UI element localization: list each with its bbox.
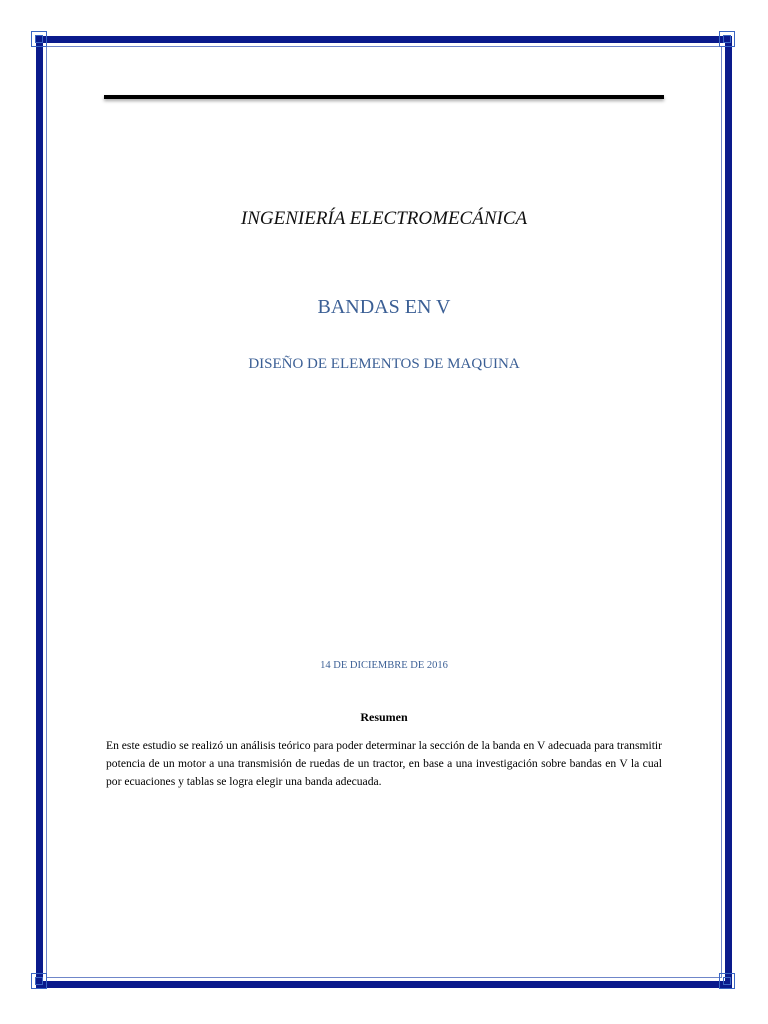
corner-ornament-bottom-left — [31, 973, 47, 989]
corner-ornament-top-right — [719, 31, 735, 47]
abstract-heading: Resumen — [360, 710, 408, 724]
page-border-inner — [46, 46, 722, 978]
header-rule — [104, 95, 664, 99]
document-date: 14 DE DICIEMBRE DE 2016 — [320, 660, 448, 671]
institution-name: INGENIERÍA ELECTROMECÁNICA — [240, 208, 528, 229]
abstract-body: En este estudio se realizó un análisis teórico para poder determinar la sección de la banda en V adecuada para transmitir potencia de un motor a una transmisión de ruedas de un tractor, en base a una investigación sobre bandas en V la cual por ecuaciones y tablas se logra elegir una banda adecuada. — [106, 739, 662, 788]
document-title: BANDAS EN V — [317, 296, 451, 318]
page-border — [36, 36, 732, 988]
corner-ornament-top-left — [31, 31, 47, 47]
document-subtitle: DISEÑO DE ELEMENTOS DE MAQUINA — [248, 356, 520, 372]
corner-ornament-bottom-right — [719, 973, 735, 989]
